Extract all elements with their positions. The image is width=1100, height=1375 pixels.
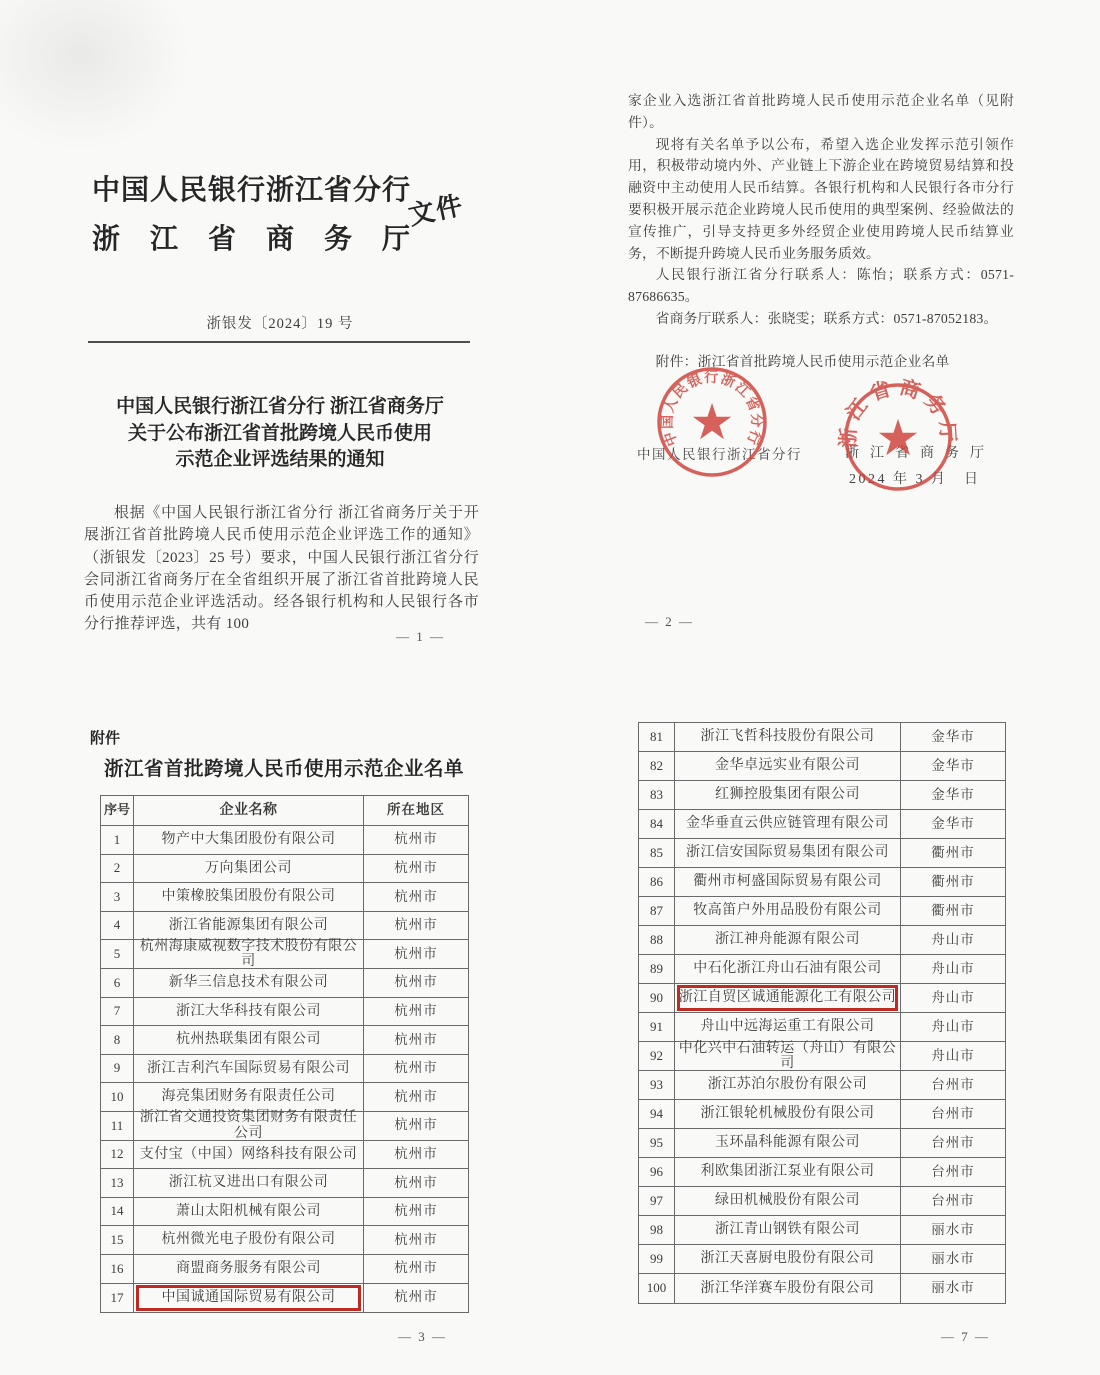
cell-serial-number: 93: [639, 1071, 675, 1099]
cell-city: 杭州市: [394, 1289, 438, 1305]
page2-number: — 2 —: [645, 614, 694, 629]
page2-paragraph-3: 人民银行浙江省分行联系人：陈怡；联系方式：0571-87686635。: [628, 267, 1014, 305]
page2-paragraph-4: 省商务厅联系人：张晓雯；联系方式：0571-87052183。: [655, 310, 998, 326]
page1-paragraph: 根据《中国人民银行浙江省分行 浙江省商务厅关于开展浙江省首批跨境人民币使用示范企业评选工作的通知》（浙银发〔2023〕25 号）要求，中国人民银行浙江省分行会同浙江省商务厅在全省组织开展了浙江省首批跨境人民币使用示范企业评选活动。经各银行机构和人民银行各市分行推荐评选，共有 100: [84, 505, 479, 633]
cell-company-name: 浙江天喜厨电股份有限公司: [675, 1245, 901, 1273]
table-row: [101, 1169, 468, 1198]
table-row: [639, 810, 1005, 839]
cell-serial-number: 96: [639, 1158, 675, 1186]
cell-city: 舟山市: [931, 1047, 975, 1063]
document-title: [70, 394, 490, 474]
cell-serial-number: 9: [101, 1055, 134, 1083]
cell-company-name: 中石化浙江舟山石油有限公司: [675, 955, 901, 983]
cell-serial-number: 88: [639, 926, 675, 954]
signature-commerce-dept: 浙江省商务厅: [845, 446, 995, 461]
cell-city: 台州市: [931, 1134, 975, 1150]
cell-company-name: 中国诚通国际贸易有限公司: [134, 1284, 364, 1313]
document-title-line2: 关于公布浙江省首批跨境人民币使用: [127, 422, 432, 444]
table-row: [639, 839, 1005, 868]
page2-paragraph-2: 现将有关名单予以公布，希望入选企业发挥示范引领作用，积极带动境内外、产业链上下游企业在跨境贸易结算和投融资中主动使用人民币结算。各银行机构和人民银行各市分行要积极开展示范企业跨境人民币使用的典型案例、经验做法的宣传推广，引导支持更多外经贸企业使用跨境人民币结算业务，不断提升跨境人民币业务服务质效。: [628, 136, 1014, 261]
attachment-table-title: 浙江省首批跨境人民币使用示范企业名单: [103, 759, 464, 780]
letterhead-divider: [88, 341, 470, 343]
table-row: [639, 1071, 1005, 1100]
cell-city: 杭州市: [394, 1117, 438, 1133]
table-row: [639, 1158, 1005, 1187]
table-row: [101, 1026, 468, 1055]
header-name: 企业名称: [134, 796, 364, 825]
attachment-note: 附件：浙江省首批跨境人民币使用示范企业名单: [655, 353, 950, 369]
scan-shadow-artifact: [0, 0, 190, 150]
page3-number: — 3 —: [398, 1329, 447, 1344]
cell-company-name: 浙江华洋赛车股份有限公司: [675, 1274, 901, 1303]
cell-serial-number: 1: [101, 826, 134, 854]
cell-serial-number: 17: [101, 1284, 134, 1313]
seal-star-icon: ★: [875, 410, 921, 466]
table-row: [101, 1055, 468, 1084]
cell-city: 金华市: [931, 728, 975, 744]
table-row: [101, 1141, 468, 1170]
cell-serial-number: 95: [639, 1129, 675, 1157]
header-city: 所在地区: [387, 802, 445, 818]
page1-number: — 1 —: [396, 629, 445, 644]
table-row: [639, 955, 1005, 984]
cell-company-name: 浙江大华科技有限公司: [134, 998, 364, 1026]
signature-pbc-branch: 中国人民银行浙江省分行: [637, 447, 802, 462]
cell-serial-number: 4: [101, 912, 134, 940]
cell-serial-number: 8: [101, 1026, 134, 1054]
cell-company-name: 商盟商务服务有限公司: [134, 1255, 364, 1283]
cell-serial-number: 84: [639, 810, 675, 838]
cell-company-name: 浙江信安国际贸易集团有限公司: [675, 839, 901, 867]
table-row: [639, 752, 1005, 781]
cell-city: 杭州市: [394, 974, 438, 990]
cell-company-name: 金华垂直云供应链管理有限公司: [675, 810, 901, 838]
cell-company-name: 中化兴中石油转运（舟山）有限公司: [675, 1042, 901, 1070]
cell-serial-number: 90: [639, 984, 675, 1012]
letterhead: [92, 168, 410, 257]
cell-serial-number: 15: [101, 1226, 134, 1254]
table-row: [639, 1100, 1005, 1129]
table-row: [639, 1187, 1005, 1216]
cell-city: 舟山市: [931, 1018, 975, 1034]
cell-serial-number: 99: [639, 1245, 675, 1273]
table-row: [101, 912, 468, 941]
cell-city: 杭州市: [394, 1002, 438, 1018]
cell-serial-number: 3: [101, 883, 134, 911]
cell-serial-number: 5: [101, 940, 134, 968]
cell-city: 杭州市: [394, 1231, 438, 1247]
table-row: [101, 969, 468, 998]
cell-city: 丽水市: [931, 1280, 975, 1296]
cell-city: 杭州市: [394, 1060, 438, 1076]
cell-company-name: 物产中大集团股份有限公司: [134, 826, 364, 854]
cell-serial-number: 2: [101, 855, 134, 883]
cell-city: 杭州市: [394, 945, 438, 961]
cell-company-name: 舟山中远海运重工有限公司: [675, 1013, 901, 1041]
cell-company-name: 浙江青山钢铁有限公司: [675, 1216, 901, 1244]
table-row: [101, 855, 468, 884]
cell-city: 舟山市: [931, 989, 975, 1005]
table-row: [639, 1013, 1005, 1042]
seal-ring-text-right: 浙江省商务厅: [837, 376, 959, 449]
cell-company-name: 浙江银轮机械股份有限公司: [675, 1100, 901, 1128]
table-row: [639, 926, 1005, 955]
document-title-line3: 示范企业评选结果的通知: [175, 449, 385, 470]
table-row: [101, 1083, 468, 1112]
seal-star-icon: ★: [689, 394, 735, 450]
cell-company-name: 利欧集团浙江泵业有限公司: [675, 1158, 901, 1186]
cell-company-name: 红狮控股集团有限公司: [675, 781, 901, 809]
official-seal-pbc-icon: [637, 347, 787, 497]
table-header-row: [101, 796, 468, 826]
cell-serial-number: 12: [101, 1141, 134, 1169]
table-row: [639, 723, 1005, 752]
cell-company-name: 牧高笛户外用品股份有限公司: [675, 897, 901, 925]
table-row: [101, 1255, 468, 1284]
cell-serial-number: 86: [639, 868, 675, 896]
cell-company-name: 浙江神舟能源有限公司: [675, 926, 901, 954]
table-row: [639, 1216, 1005, 1245]
cell-serial-number: 10: [101, 1083, 134, 1111]
company-table-page7: [638, 722, 1006, 1304]
table-row: [639, 1245, 1005, 1274]
cell-company-name: 浙江省能源集团有限公司: [134, 912, 364, 940]
cell-serial-number: 16: [101, 1255, 134, 1283]
table-row: [101, 1112, 468, 1141]
page2-body: [628, 90, 1014, 373]
cell-city: 衢州市: [931, 902, 975, 918]
table-row: [639, 1129, 1005, 1158]
table-row: [639, 1274, 1005, 1303]
cell-city: 杭州市: [394, 1088, 438, 1104]
table-row: [639, 897, 1005, 926]
cell-city: 杭州市: [394, 1174, 438, 1190]
cell-serial-number: 81: [639, 723, 675, 751]
cell-serial-number: 91: [639, 1013, 675, 1041]
cell-serial-number: 6: [101, 969, 134, 997]
table-row: [639, 781, 1005, 810]
cell-company-name: 浙江苏泊尔股份有限公司: [675, 1071, 901, 1099]
cell-company-name: 万向集团公司: [134, 855, 364, 883]
cell-serial-number: 83: [639, 781, 675, 809]
cell-company-name: 杭州海康威视数字技术股份有限公司: [134, 940, 364, 968]
cell-serial-number: 89: [639, 955, 675, 983]
cell-city: 台州市: [931, 1076, 975, 1092]
cell-company-name: 支付宝（中国）网络科技有限公司: [134, 1141, 364, 1169]
company-table-page3: [100, 795, 469, 1313]
cell-serial-number: 97: [639, 1187, 675, 1215]
document-number: 浙银发〔2024〕19 号: [206, 316, 354, 332]
document-title-line1: 中国人民银行浙江省分行 浙江省商务厅: [116, 396, 444, 417]
cell-company-name: 玉环晶科能源有限公司: [675, 1129, 901, 1157]
cell-city: 金华市: [931, 786, 975, 802]
cell-city: 台州市: [931, 1163, 975, 1179]
table-body-page7: [639, 723, 1005, 1303]
cell-serial-number: 87: [639, 897, 675, 925]
cell-city: 杭州市: [394, 831, 438, 847]
cell-city: 台州市: [931, 1105, 975, 1121]
table-row: [639, 984, 1005, 1013]
cell-company-name: 中策橡胶集团股份有限公司: [134, 883, 364, 911]
table-row: [101, 940, 468, 969]
cell-city: 衢州市: [931, 844, 975, 860]
cell-serial-number: 11: [101, 1112, 134, 1140]
cell-company-name: 浙江省交通投资集团财务有限责任公司: [134, 1112, 364, 1140]
table-row: [639, 868, 1005, 897]
cell-city: 杭州市: [394, 1145, 438, 1161]
cell-company-name: 浙江飞哲科技股份有限公司: [675, 723, 901, 751]
page2-paragraph-1: 家企业入选浙江省首批跨境人民币使用示范企业名单（见附件）。: [628, 93, 1014, 130]
cell-city: 衢州市: [931, 873, 975, 889]
cell-company-name: 衢州市柯盛国际贸易有限公司: [675, 868, 901, 896]
cell-city: 台州市: [931, 1192, 975, 1208]
attachment-label: 附件: [90, 731, 121, 747]
cell-city: 杭州市: [394, 917, 438, 933]
cell-city: 金华市: [931, 757, 975, 773]
cell-serial-number: 92: [639, 1042, 675, 1070]
cell-serial-number: 14: [101, 1198, 134, 1226]
table-row: [101, 826, 468, 855]
cell-city: 杭州市: [394, 1031, 438, 1047]
cell-serial-number: 85: [639, 839, 675, 867]
table-row: [101, 1198, 468, 1227]
letterhead-suffix: 文件: [406, 190, 467, 231]
header-no: 序号: [101, 796, 134, 825]
letterhead-line2: 浙江省商务厅: [92, 224, 410, 255]
cell-city: 丽水市: [931, 1221, 975, 1237]
cell-company-name: 杭州热联集团有限公司: [134, 1026, 364, 1054]
cell-company-name: 浙江杭叉进出口有限公司: [134, 1169, 364, 1197]
table-row: [101, 1284, 468, 1313]
official-seal-commerce-icon: [823, 362, 973, 512]
cell-company-name: 金华卓远实业有限公司: [675, 752, 901, 780]
cell-serial-number: 7: [101, 998, 134, 1026]
letterhead-line1: 中国人民银行浙江省分行: [92, 175, 412, 206]
table-row: [101, 883, 468, 912]
table-body-page3: [101, 826, 468, 1312]
seal-ring-text-left: 中国人民银行浙江省分行: [660, 371, 764, 448]
cell-city: 丽水市: [931, 1250, 975, 1266]
cell-company-name: 绿田机械股份有限公司: [675, 1187, 901, 1215]
cell-company-name: 浙江吉利汽车国际贸易有限公司: [134, 1055, 364, 1083]
cell-company-name: 海亮集团财务有限责任公司: [134, 1083, 364, 1111]
table-row: [639, 1042, 1005, 1071]
cell-city: 舟山市: [931, 960, 975, 976]
cell-company-name: 浙江自贸区诚通能源化工有限公司: [675, 984, 901, 1012]
cell-city: 杭州市: [394, 1260, 438, 1276]
table-row: [101, 998, 468, 1027]
cell-city: 金华市: [931, 815, 975, 831]
cell-serial-number: 82: [639, 752, 675, 780]
cell-company-name: 萧山太阳机械有限公司: [134, 1198, 364, 1226]
cell-city: 杭州市: [394, 888, 438, 904]
cell-serial-number: 98: [639, 1216, 675, 1244]
table-row: [101, 1226, 468, 1255]
cell-serial-number: 94: [639, 1100, 675, 1128]
cell-company-name: 杭州微光电子股份有限公司: [134, 1226, 364, 1254]
cell-city: 杭州市: [394, 1203, 438, 1219]
cell-city: 杭州市: [394, 859, 438, 875]
signature-date: 2024 年 3 月 日: [849, 472, 981, 487]
cell-city: 舟山市: [931, 931, 975, 947]
page7-number: — 7 —: [941, 1329, 990, 1344]
cell-company-name: 新华三信息技术有限公司: [134, 969, 364, 997]
cell-serial-number: 100: [639, 1274, 675, 1303]
cell-serial-number: 13: [101, 1169, 134, 1197]
